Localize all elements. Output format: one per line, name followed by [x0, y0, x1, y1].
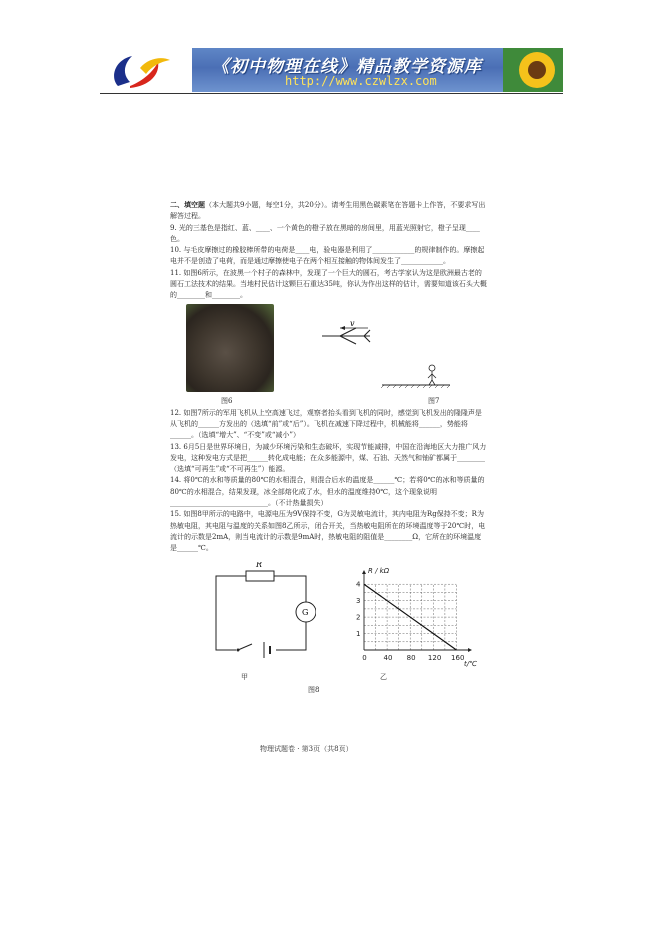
- site-logo-icon: [100, 48, 192, 92]
- exam-page: [170, 200, 488, 708]
- site-banner: [100, 48, 563, 92]
- y-axis-arrow: [362, 570, 366, 574]
- question-13: [170, 442, 488, 476]
- fig8b-caption: 乙: [380, 672, 387, 681]
- fig8a-caption: 甲: [241, 672, 248, 681]
- question-9: [170, 223, 488, 246]
- x-tick-label: 0: [362, 653, 367, 662]
- question-text: 将0℃的水和等质量的80℃的水相混合，则混合后水的温度是______℃；若将0℃的冰和等质量的80℃的水相混合，结果发现，冰全部熔化成了水，但水的温度维持0℃，这个现象说明____________________________。（不计热量损失）: [170, 476, 485, 508]
- header-rule: [100, 93, 563, 94]
- y-axis-label: R / kΩ: [368, 566, 390, 575]
- question-text: 6月5日是世界环境日，为减少环境污染和生态破坏，实现节能减排，中国在沿海地区大力推广风力发电，这种发电方式是把______转化成电能；在众多能源中，煤、石油、天然气和铀矿都属于________（选填“可再生”或“不可再生”）能源。: [170, 442, 487, 474]
- boulder-photo: [186, 304, 274, 392]
- section-heading: [170, 200, 488, 223]
- y-tick-label: 1: [356, 629, 361, 638]
- question-text: 光的三基色是指红、蓝、____、一个黄色的橙子放在黑暗的房间里，用蓝光照射它，橙子呈现____色。: [170, 223, 480, 243]
- x-axis-label: t/℃: [464, 659, 477, 668]
- fig6-caption: 图6: [221, 396, 233, 405]
- fig8-caption: 图8: [308, 685, 320, 694]
- airplane-diagram: [320, 318, 450, 388]
- y-tick-label: 3: [356, 596, 361, 605]
- figure-8: [170, 558, 488, 708]
- question-10: [170, 245, 488, 268]
- question-15: [170, 509, 488, 554]
- y-tick-label: 4: [356, 580, 361, 589]
- x-tick-label: 160: [451, 653, 465, 662]
- circuit-diagram: [206, 562, 316, 662]
- y-tick-label: 2: [356, 613, 361, 622]
- x-tick-label: 80: [406, 653, 416, 662]
- question-number: 10.: [170, 246, 182, 255]
- question-14: [170, 475, 488, 509]
- question-text: 如图6所示，在波黑一个村子的森林中，发现了一个巨大的圆石，考古学家认为这是欧洲最古老的圆石工法技术的结果。当地村民估计这颗巨石重达35吨，你认为作出这样的估计，需要知道该石头大概的________和________。: [170, 268, 487, 300]
- sunflower-icon: [503, 48, 563, 92]
- question-text: 如图7所示的军用飞机从上空高速飞过，观察者抬头看到飞机的同时，感觉到飞机发出的隆隆声是从飞机的______方发出的（选填“前”或“后”）。飞机在减速下降过程中，机械能将______，势能将______。（选填“增大”、“不变”或“减小”）: [170, 408, 482, 440]
- question-number: 12.: [170, 408, 182, 417]
- figure-row-6-7: [170, 304, 488, 408]
- velocity-label: v: [350, 318, 355, 328]
- x-tick-label: 120: [427, 653, 442, 662]
- question-text: 与毛皮摩擦过的橡胶棒所带的电荷是____电，验电器是利用了____________的规律制作的。摩擦起电并不是创造了电荷，而是通过摩擦使电子在两个相互接触的物体间发生了____________。: [170, 246, 485, 266]
- question-number: 15.: [170, 510, 182, 519]
- resistance-temperature-graph: [346, 558, 486, 668]
- question-number: 13.: [170, 442, 182, 451]
- site-url[interactable]: http://www.czwlzx.com: [285, 74, 437, 88]
- fig7-caption: 图7: [428, 396, 440, 405]
- question-11: [170, 268, 488, 302]
- question-number: 9.: [170, 223, 177, 232]
- site-title: 《初中物理在线》精品教学资源库: [212, 57, 482, 77]
- section-instructions: （本大题共9小题，每空1分，共20分）。请考生用黑色碳素笔在答题卡上作答，不要求写出解答过程。: [170, 201, 486, 221]
- x-tick-label: 40: [383, 653, 393, 662]
- question-number: 11.: [170, 268, 182, 277]
- x-axis-arrow: [468, 648, 472, 652]
- section-title: 二、填空题: [170, 201, 205, 209]
- question-text: 如图8甲所示的电路中，电源电压为9V保持不变，G为灵敏电流计，其内电阻为Rg保持不变；R为热敏电阻，其电阻与温度的关系如图8乙所示，闭合开关，当热敏电阻所在的环境温度等于20℃时，电流计的示数是2mA，则当电流计的示数是9mA时，热敏电阻的阻值是________Ω，它所在的环境温度是______℃。: [170, 510, 486, 553]
- question-number: 14.: [170, 476, 182, 485]
- question-12: [170, 408, 488, 442]
- galvanometer-label: G: [302, 607, 309, 617]
- resistor-label: R: [256, 561, 263, 569]
- page-footer: 物理试题卷 · 第3页（共8页）: [260, 745, 353, 753]
